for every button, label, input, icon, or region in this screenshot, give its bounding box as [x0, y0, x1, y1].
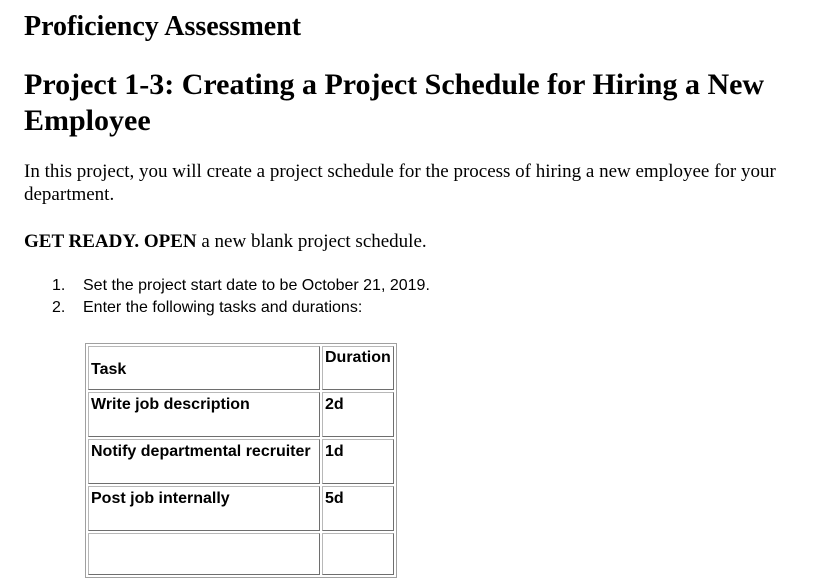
- table-row: [88, 486, 394, 531]
- step-number: 2.: [52, 299, 66, 316]
- document-page: [24, 0, 824, 319]
- steps-list: [24, 275, 824, 319]
- task-cell: Post job internally: [88, 486, 320, 531]
- step-number: 1.: [52, 277, 66, 294]
- tasks-table: [85, 343, 397, 578]
- duration-cell: 2d: [322, 392, 394, 437]
- get-ready-instruction: [24, 230, 824, 253]
- step-text: Set the project start date to be October 21, 2019.: [83, 277, 430, 294]
- table-header-row: [88, 346, 394, 390]
- duration-cell: [322, 533, 394, 575]
- project-title: Project 1-3: Creating a Project Schedule for Hiring a New Employee: [24, 68, 765, 137]
- list-item: [24, 297, 824, 319]
- header-duration: Duration: [322, 346, 394, 390]
- get-ready-rest: a new blank project schedule.: [196, 231, 427, 252]
- intro-paragraph: In this project, you will create a project schedule for the process of hiring a new employee for your department.: [24, 161, 776, 205]
- header-task: [88, 346, 320, 390]
- step-text: Enter the following tasks and durations:: [83, 299, 363, 316]
- get-ready-bold: GET READY. OPEN: [24, 231, 197, 252]
- table-row: [88, 392, 394, 437]
- duration-cell: 5d: [322, 486, 394, 531]
- task-cell: Write job description: [88, 392, 320, 437]
- task-cell: Notify departmental recruiter: [88, 439, 320, 484]
- page-title: Proficiency Assessment: [24, 11, 302, 42]
- list-item: [24, 275, 824, 297]
- table-row: [88, 439, 394, 484]
- task-cell: [88, 533, 320, 575]
- header-task-label: Task: [91, 361, 127, 378]
- duration-cell: 1d: [322, 439, 394, 484]
- table-row: [88, 533, 394, 575]
